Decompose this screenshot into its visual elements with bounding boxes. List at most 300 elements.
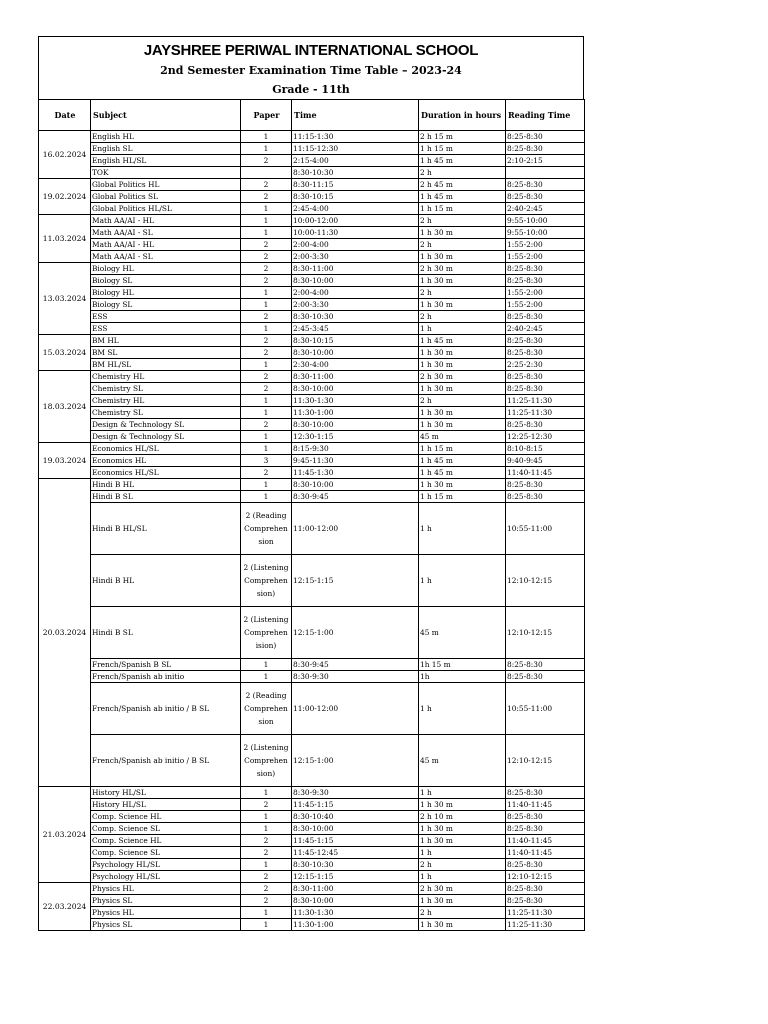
reading-time-cell: 8:25-8:30 bbox=[506, 671, 585, 683]
time-cell: 8:30-10:00 bbox=[292, 347, 419, 359]
duration-cell: 1 h 30 m bbox=[419, 407, 506, 419]
date-cell: 18.03.2024 bbox=[39, 371, 91, 443]
reading-time-cell: 11:40-11:45 bbox=[506, 799, 585, 811]
paper-cell: 2 bbox=[241, 871, 292, 883]
table-row bbox=[39, 431, 585, 443]
duration-cell: 2 h bbox=[419, 859, 506, 871]
time-cell: 11:45-12:45 bbox=[292, 847, 419, 859]
subject-cell: Physics SL bbox=[91, 919, 241, 931]
date-cell: 19.03.2024 bbox=[39, 443, 91, 479]
table-row bbox=[39, 407, 585, 419]
table-row bbox=[39, 275, 585, 287]
paper-cell: 1 bbox=[241, 227, 292, 239]
subject-cell: Math AA/AI - HL bbox=[91, 215, 241, 227]
paper-cell: 2 bbox=[241, 847, 292, 859]
subject-cell: Biology HL bbox=[91, 263, 241, 275]
time-cell: 11:45-1:30 bbox=[292, 467, 419, 479]
reading-time-cell: 8:25-8:30 bbox=[506, 263, 585, 275]
duration-cell: 1 h 45 m bbox=[419, 191, 506, 203]
duration-cell: 2 h bbox=[419, 287, 506, 299]
table-row bbox=[39, 143, 585, 155]
subject-cell: Design & Technology SL bbox=[91, 431, 241, 443]
paper-cell: 2 bbox=[241, 155, 292, 167]
date-cell: 15.03.2024 bbox=[39, 335, 91, 371]
table-row bbox=[39, 455, 585, 467]
table-row bbox=[39, 167, 585, 179]
paper-cell: 1 bbox=[241, 443, 292, 455]
subject-cell: Hindi B SL bbox=[91, 491, 241, 503]
reading-time-cell: 12:25-12:30 bbox=[506, 431, 585, 443]
reading-time-cell: 8:25-8:30 bbox=[506, 883, 585, 895]
duration-cell: 2 h bbox=[419, 311, 506, 323]
table-row bbox=[39, 419, 585, 431]
paper-cell: 2 bbox=[241, 799, 292, 811]
duration-cell: 1 h 30 m bbox=[419, 823, 506, 835]
time-cell: 11:30-1:00 bbox=[292, 407, 419, 419]
duration-cell: 1 h 15 m bbox=[419, 203, 506, 215]
duration-cell: 1 h 30 m bbox=[419, 799, 506, 811]
table-row bbox=[39, 735, 585, 787]
reading-time-cell: 1:55-2:00 bbox=[506, 287, 585, 299]
duration-cell: 1 h bbox=[419, 555, 506, 607]
table-row bbox=[39, 835, 585, 847]
time-cell: 2:45-4:00 bbox=[292, 203, 419, 215]
time-cell: 2:00-4:00 bbox=[292, 239, 419, 251]
duration-cell: 1 h 30 m bbox=[419, 251, 506, 263]
subject-cell: Biology HL bbox=[91, 287, 241, 299]
time-cell: 8:30-9:45 bbox=[292, 659, 419, 671]
duration-cell: 1 h 45 m bbox=[419, 335, 506, 347]
time-cell: 8:30-10:30 bbox=[292, 311, 419, 323]
subject-cell: BM HL/SL bbox=[91, 359, 241, 371]
reading-time-cell: 8:25-8:30 bbox=[506, 131, 585, 143]
table-row bbox=[39, 287, 585, 299]
paper-cell: 1 bbox=[241, 671, 292, 683]
reading-time-cell: 2:40-2:45 bbox=[506, 203, 585, 215]
reading-time-cell: 8:25-8:30 bbox=[506, 491, 585, 503]
subject-cell: TOK bbox=[91, 167, 241, 179]
paper-cell: 2 bbox=[241, 239, 292, 251]
duration-cell: 45 m bbox=[419, 607, 506, 659]
paper-cell bbox=[241, 167, 292, 179]
reading-time-cell: 8:25-8:30 bbox=[506, 191, 585, 203]
subject-cell: Comp. Science SL bbox=[91, 823, 241, 835]
paper-cell: 1 bbox=[241, 323, 292, 335]
subject-cell: Chemistry HL bbox=[91, 395, 241, 407]
duration-cell: 1 h bbox=[419, 871, 506, 883]
reading-time-cell: 11:25-11:30 bbox=[506, 395, 585, 407]
time-cell: 12:30-1:15 bbox=[292, 431, 419, 443]
subject-cell: ESS bbox=[91, 323, 241, 335]
subject-cell: History HL/SL bbox=[91, 799, 241, 811]
table-row bbox=[39, 191, 585, 203]
time-cell: 11:30-1:30 bbox=[292, 907, 419, 919]
date-cell: 16.02.2024 bbox=[39, 131, 91, 179]
duration-cell: 1 h bbox=[419, 323, 506, 335]
time-cell: 11:45-1:15 bbox=[292, 835, 419, 847]
table-row bbox=[39, 251, 585, 263]
paper-cell: 1 bbox=[241, 919, 292, 931]
subject-cell: Global Politics HL bbox=[91, 179, 241, 191]
paper-cell: 1 bbox=[241, 907, 292, 919]
time-cell: 11:00-12:00 bbox=[292, 683, 419, 735]
time-cell: 11:00-12:00 bbox=[292, 503, 419, 555]
document-header bbox=[38, 36, 584, 99]
duration-cell: 1 h 30 m bbox=[419, 347, 506, 359]
paper-cell: 3 bbox=[241, 455, 292, 467]
subject-cell: ESS bbox=[91, 311, 241, 323]
col-header-paper: Paper bbox=[241, 100, 292, 131]
subject-cell: Physics HL bbox=[91, 883, 241, 895]
paper-cell: 2 bbox=[241, 263, 292, 275]
time-cell: 8:30-10:00 bbox=[292, 823, 419, 835]
time-cell: 8:30-11:15 bbox=[292, 179, 419, 191]
table-row bbox=[39, 371, 585, 383]
table-row bbox=[39, 479, 585, 491]
timetable-document bbox=[38, 36, 584, 931]
duration-cell: 2 h 30 m bbox=[419, 371, 506, 383]
reading-time-cell: 11:40-11:45 bbox=[506, 467, 585, 479]
subject-cell: BM SL bbox=[91, 347, 241, 359]
time-cell: 8:30-9:45 bbox=[292, 491, 419, 503]
paper-cell: 1 bbox=[241, 395, 292, 407]
time-cell: 2:00-4:00 bbox=[292, 287, 419, 299]
duration-cell: 2 h 10 m bbox=[419, 811, 506, 823]
duration-cell: 1 h 45 m bbox=[419, 155, 506, 167]
time-cell: 8:30-10:00 bbox=[292, 479, 419, 491]
duration-cell: 1h 15 m bbox=[419, 659, 506, 671]
paper-cell: 1 bbox=[241, 811, 292, 823]
paper-cell: 2 bbox=[241, 179, 292, 191]
table-row bbox=[39, 683, 585, 735]
table-row bbox=[39, 299, 585, 311]
time-cell: 11:30-1:30 bbox=[292, 395, 419, 407]
reading-time-cell: 10:55-11:00 bbox=[506, 683, 585, 735]
subject-cell: English HL/SL bbox=[91, 155, 241, 167]
paper-cell: 2 (Reading Comprehen sion bbox=[241, 683, 292, 735]
reading-time-cell: 8:25-8:30 bbox=[506, 311, 585, 323]
table-row bbox=[39, 347, 585, 359]
duration-cell: 1 h 30 m bbox=[419, 919, 506, 931]
subject-cell: English HL bbox=[91, 131, 241, 143]
subject-cell: Psychology HL/SL bbox=[91, 859, 241, 871]
paper-cell: 1 bbox=[241, 287, 292, 299]
table-row bbox=[39, 871, 585, 883]
reading-time-cell: 2:25-2:30 bbox=[506, 359, 585, 371]
table-row bbox=[39, 203, 585, 215]
reading-time-cell: 8:25-8:30 bbox=[506, 347, 585, 359]
paper-cell: 1 bbox=[241, 859, 292, 871]
subject-cell: French/Spanish B SL bbox=[91, 659, 241, 671]
duration-cell: 2 h 30 m bbox=[419, 883, 506, 895]
paper-cell: 2 bbox=[241, 347, 292, 359]
paper-cell: 2 bbox=[241, 383, 292, 395]
reading-time-cell: 8:25-8:30 bbox=[506, 371, 585, 383]
subject-cell: Economics HL bbox=[91, 455, 241, 467]
time-cell: 2:15-4:00 bbox=[292, 155, 419, 167]
subject-cell: French/Spanish ab initio / B SL bbox=[91, 735, 241, 787]
time-cell: 8:30-10:00 bbox=[292, 383, 419, 395]
table-row bbox=[39, 131, 585, 143]
date-cell: 19.02.2024 bbox=[39, 179, 91, 215]
reading-time-cell: 8:25-8:30 bbox=[506, 895, 585, 907]
paper-cell: 1 bbox=[241, 359, 292, 371]
duration-cell: 1 h 45 m bbox=[419, 455, 506, 467]
table-row bbox=[39, 847, 585, 859]
table-row bbox=[39, 491, 585, 503]
subject-cell: Economics HL/SL bbox=[91, 467, 241, 479]
subject-cell: Chemistry SL bbox=[91, 407, 241, 419]
time-cell: 9:45-11:30 bbox=[292, 455, 419, 467]
paper-cell: 2 bbox=[241, 371, 292, 383]
subject-cell: Math AA/AI - SL bbox=[91, 251, 241, 263]
subject-cell: Biology SL bbox=[91, 275, 241, 287]
time-cell: 8:30-10:00 bbox=[292, 419, 419, 431]
paper-cell: 1 bbox=[241, 479, 292, 491]
duration-cell: 2 h 30 m bbox=[419, 263, 506, 275]
paper-cell: 2 bbox=[241, 335, 292, 347]
subject-cell: Psychology HL/SL bbox=[91, 871, 241, 883]
reading-time-cell: 8:25-8:30 bbox=[506, 419, 585, 431]
table-row bbox=[39, 919, 585, 931]
paper-cell: 2 bbox=[241, 467, 292, 479]
subject-cell: Hindi B HL bbox=[91, 555, 241, 607]
duration-cell: 1 h 30 m bbox=[419, 359, 506, 371]
table-row bbox=[39, 263, 585, 275]
reading-time-cell: 9:40-9:45 bbox=[506, 455, 585, 467]
table-row bbox=[39, 607, 585, 659]
time-cell: 11:15-1:30 bbox=[292, 131, 419, 143]
subject-cell: English SL bbox=[91, 143, 241, 155]
duration-cell: 1h bbox=[419, 671, 506, 683]
col-header-subject: Subject bbox=[91, 100, 241, 131]
table-row bbox=[39, 443, 585, 455]
table-row bbox=[39, 179, 585, 191]
reading-time-cell: 8:10-8:15 bbox=[506, 443, 585, 455]
reading-time-cell: 8:25-8:30 bbox=[506, 823, 585, 835]
paper-cell: 2 bbox=[241, 419, 292, 431]
paper-cell: 1 bbox=[241, 659, 292, 671]
table-row bbox=[39, 335, 585, 347]
subject-cell: History HL/SL bbox=[91, 787, 241, 799]
subject-cell: Math AA/AI - SL bbox=[91, 227, 241, 239]
reading-time-cell: 9:55-10:00 bbox=[506, 215, 585, 227]
reading-time-cell bbox=[506, 167, 585, 179]
subject-cell: Global Politics HL/SL bbox=[91, 203, 241, 215]
duration-cell: 1 h bbox=[419, 503, 506, 555]
table-row bbox=[39, 323, 585, 335]
paper-cell: 2 bbox=[241, 191, 292, 203]
reading-time-cell: 8:25-8:30 bbox=[506, 811, 585, 823]
table-row bbox=[39, 359, 585, 371]
duration-cell: 1 h 30 m bbox=[419, 895, 506, 907]
time-cell: 11:15-12:30 bbox=[292, 143, 419, 155]
col-header-date: Date bbox=[39, 100, 91, 131]
duration-cell: 1 h 15 m bbox=[419, 491, 506, 503]
table-row bbox=[39, 467, 585, 479]
subject-cell: Comp. Science HL bbox=[91, 835, 241, 847]
time-cell: 10:00-11:30 bbox=[292, 227, 419, 239]
table-row bbox=[39, 383, 585, 395]
semester-title: 2nd Semester Examination Time Table – 2023-24 bbox=[160, 64, 462, 77]
school-name: JAYSHREE PERIWAL INTERNATIONAL SCHOOL bbox=[143, 42, 479, 59]
paper-cell: 1 bbox=[241, 299, 292, 311]
time-cell: 2:45-3:45 bbox=[292, 323, 419, 335]
duration-cell: 45 m bbox=[419, 735, 506, 787]
reading-time-cell: 1:55-2:00 bbox=[506, 251, 585, 263]
time-cell: 2:00-3:30 bbox=[292, 251, 419, 263]
subject-cell: Economics HL/SL bbox=[91, 443, 241, 455]
subject-cell: Comp. Science HL bbox=[91, 811, 241, 823]
time-cell: 8:15-9:30 bbox=[292, 443, 419, 455]
duration-cell: 1 h 45 m bbox=[419, 467, 506, 479]
reading-time-cell: 12:10-12:15 bbox=[506, 607, 585, 659]
exam-timetable bbox=[38, 99, 585, 931]
duration-cell: 1 h 30 m bbox=[419, 227, 506, 239]
paper-cell: 2 (Listening Comprehen sion) bbox=[241, 735, 292, 787]
time-cell: 11:30-1:00 bbox=[292, 919, 419, 931]
table-row bbox=[39, 787, 585, 799]
duration-cell: 2 h bbox=[419, 395, 506, 407]
subject-cell: Biology SL bbox=[91, 299, 241, 311]
table-row bbox=[39, 883, 585, 895]
paper-cell: 2 bbox=[241, 251, 292, 263]
table-row bbox=[39, 555, 585, 607]
subject-cell: Global Politics SL bbox=[91, 191, 241, 203]
paper-cell: 1 bbox=[241, 215, 292, 227]
subject-cell: Design & Technology SL bbox=[91, 419, 241, 431]
duration-cell: 1 h 30 m bbox=[419, 275, 506, 287]
subject-cell: Physics SL bbox=[91, 895, 241, 907]
table-row bbox=[39, 671, 585, 683]
duration-cell: 1 h 15 m bbox=[419, 143, 506, 155]
reading-time-cell: 12:10-12:15 bbox=[506, 735, 585, 787]
subject-cell: BM HL bbox=[91, 335, 241, 347]
subject-cell: Hindi B HL bbox=[91, 479, 241, 491]
duration-cell: 45 m bbox=[419, 431, 506, 443]
reading-time-cell: 1:55-2:00 bbox=[506, 239, 585, 251]
reading-time-cell: 8:25-8:30 bbox=[506, 335, 585, 347]
table-row bbox=[39, 215, 585, 227]
time-cell: 8:30-9:30 bbox=[292, 671, 419, 683]
col-header-duration: Duration in hours bbox=[419, 100, 506, 131]
duration-cell: 1 h bbox=[419, 787, 506, 799]
time-cell: 12:15-1:15 bbox=[292, 871, 419, 883]
paper-cell: 1 bbox=[241, 823, 292, 835]
time-cell: 8:30-11:00 bbox=[292, 371, 419, 383]
paper-cell: 2 bbox=[241, 311, 292, 323]
date-cell: 21.03.2024 bbox=[39, 787, 91, 883]
reading-time-cell: 2:40-2:45 bbox=[506, 323, 585, 335]
subject-cell: Math AA/AI - HL bbox=[91, 239, 241, 251]
time-cell: 8:30-11:00 bbox=[292, 263, 419, 275]
reading-time-cell: 11:40-11:45 bbox=[506, 847, 585, 859]
paper-cell: 1 bbox=[241, 131, 292, 143]
time-cell: 8:30-10:00 bbox=[292, 895, 419, 907]
subject-cell: Hindi B SL bbox=[91, 607, 241, 659]
subject-cell: Comp. Science SL bbox=[91, 847, 241, 859]
table-row bbox=[39, 811, 585, 823]
time-cell: 2:00-3:30 bbox=[292, 299, 419, 311]
time-cell: 8:30-10:00 bbox=[292, 275, 419, 287]
time-cell: 12:15-1:15 bbox=[292, 555, 419, 607]
reading-time-cell: 8:25-8:30 bbox=[506, 383, 585, 395]
duration-cell: 2 h bbox=[419, 907, 506, 919]
paper-cell: 1 bbox=[241, 143, 292, 155]
duration-cell: 1 h 30 m bbox=[419, 383, 506, 395]
paper-cell: 2 bbox=[241, 835, 292, 847]
table-row bbox=[39, 859, 585, 871]
reading-time-cell: 8:25-8:30 bbox=[506, 787, 585, 799]
paper-cell: 2 bbox=[241, 275, 292, 287]
duration-cell: 2 h 45 m bbox=[419, 179, 506, 191]
date-cell: 13.03.2024 bbox=[39, 263, 91, 335]
paper-cell: 2 bbox=[241, 895, 292, 907]
duration-cell: 2 h 15 m bbox=[419, 131, 506, 143]
reading-time-cell: 12:10-12:15 bbox=[506, 555, 585, 607]
time-cell: 12:15-1:00 bbox=[292, 607, 419, 659]
grade-label: Grade - 11th bbox=[272, 83, 350, 96]
paper-cell: 1 bbox=[241, 491, 292, 503]
paper-cell: 1 bbox=[241, 407, 292, 419]
col-header-reading-time: Reading Time bbox=[506, 100, 585, 131]
reading-time-cell: 1:55-2:00 bbox=[506, 299, 585, 311]
paper-cell: 2 (Reading Comprehen sion bbox=[241, 503, 292, 555]
duration-cell: 2 h bbox=[419, 167, 506, 179]
reading-time-cell: 2:10-2:15 bbox=[506, 155, 585, 167]
subject-cell: French/Spanish ab initio bbox=[91, 671, 241, 683]
time-cell: 8:30-10:15 bbox=[292, 335, 419, 347]
time-cell: 8:30-9:30 bbox=[292, 787, 419, 799]
table-row bbox=[39, 659, 585, 671]
table-row bbox=[39, 907, 585, 919]
table-row bbox=[39, 895, 585, 907]
table-row bbox=[39, 503, 585, 555]
duration-cell: 1 h bbox=[419, 683, 506, 735]
reading-time-cell: 8:25-8:30 bbox=[506, 143, 585, 155]
duration-cell: 1 h 15 m bbox=[419, 443, 506, 455]
paper-cell: 2 bbox=[241, 883, 292, 895]
subject-cell: Chemistry HL bbox=[91, 371, 241, 383]
duration-cell: 1 h 30 m bbox=[419, 479, 506, 491]
duration-cell: 2 h bbox=[419, 239, 506, 251]
reading-time-cell: 11:25-11:30 bbox=[506, 919, 585, 931]
reading-time-cell: 11:25-11:30 bbox=[506, 907, 585, 919]
time-cell: 8:30-10:15 bbox=[292, 191, 419, 203]
date-cell: 20.03.2024 bbox=[39, 479, 91, 787]
subject-cell: Physics HL bbox=[91, 907, 241, 919]
table-row bbox=[39, 395, 585, 407]
table-row bbox=[39, 311, 585, 323]
table-row bbox=[39, 823, 585, 835]
time-cell: 10:00-12:00 bbox=[292, 215, 419, 227]
paper-cell: 2 (Listening Comprehen ision) bbox=[241, 607, 292, 659]
subject-cell: Hindi B HL/SL bbox=[91, 503, 241, 555]
time-cell: 8:30-11:00 bbox=[292, 883, 419, 895]
time-cell: 11:45-1:15 bbox=[292, 799, 419, 811]
paper-cell: 1 bbox=[241, 203, 292, 215]
time-cell: 8:30-10:30 bbox=[292, 167, 419, 179]
duration-cell: 1 h 30 m bbox=[419, 299, 506, 311]
paper-cell: 2 (Listening Comprehen sion) bbox=[241, 555, 292, 607]
reading-time-cell: 11:40-11:45 bbox=[506, 835, 585, 847]
time-cell: 8:30-10:30 bbox=[292, 859, 419, 871]
reading-time-cell: 11:25-11:30 bbox=[506, 407, 585, 419]
col-header-time: Time bbox=[292, 100, 419, 131]
table-row bbox=[39, 239, 585, 251]
reading-time-cell: 8:25-8:30 bbox=[506, 275, 585, 287]
reading-time-cell: 8:25-8:30 bbox=[506, 659, 585, 671]
